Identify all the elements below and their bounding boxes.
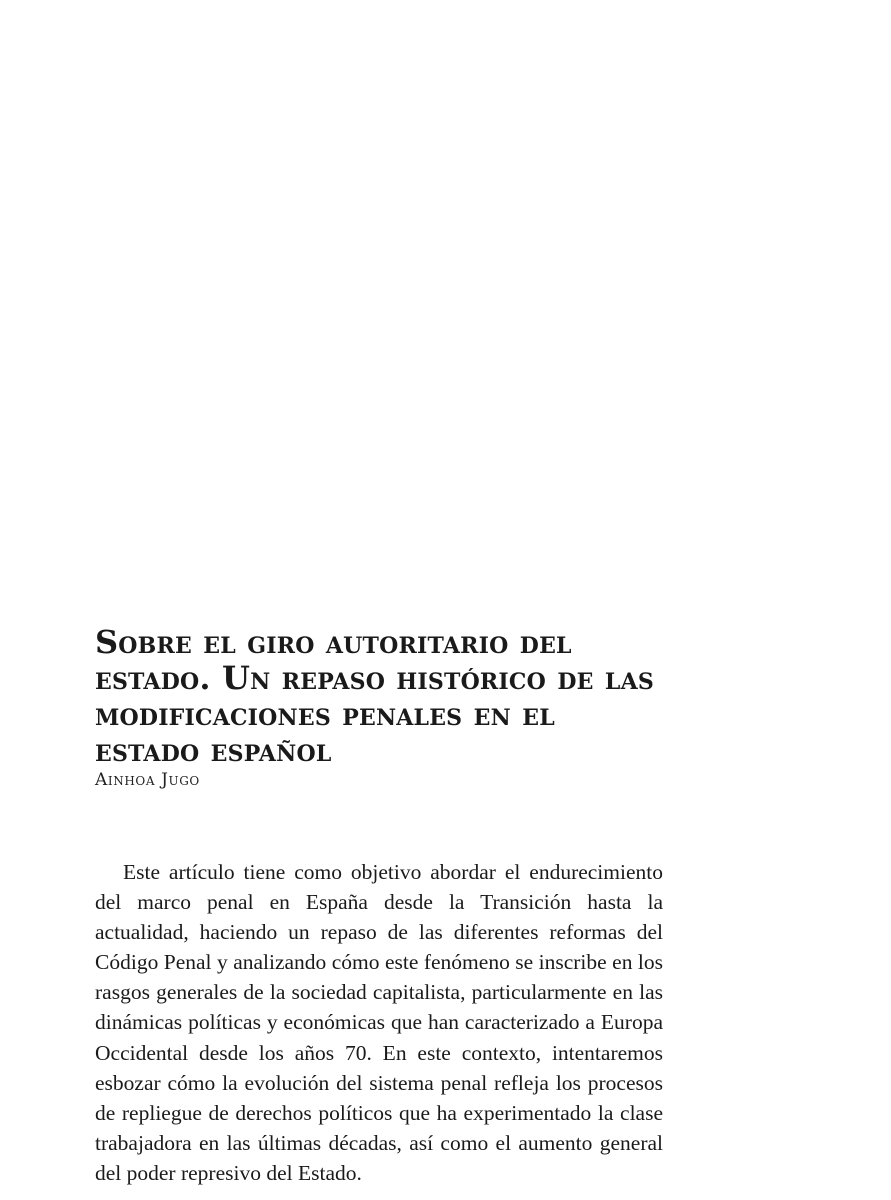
- article-author: Ainhoa Jugo: [95, 770, 200, 790]
- article-abstract: Este artículo tiene como objetivo abordar el endurecimiento del marco penal en España desde la Transición hasta la actualidad, haciendo un repaso de las diferentes reformas del Código Penal y analizando cómo este fenómeno se inscribe en los rasgos generales de la sociedad capitalista, particularmente en las dinámicas políticas y económicas que han caracterizado a Europa Occidental desde los años 70. En este contexto, intentaremos esbozar cómo la evolución del sistema penal refleja los procesos de repliegue de derechos políticos que ha experimentado la clase trabajadora en las últimas décadas, así como el aumento general del poder represivo del Estado.: [95, 860, 663, 1185]
- article-title: Sobre el giro autoritario del estado. Un repaso histórico de las modificaciones penales en el estado español: [95, 623, 654, 769]
- article-header: [95, 624, 655, 790]
